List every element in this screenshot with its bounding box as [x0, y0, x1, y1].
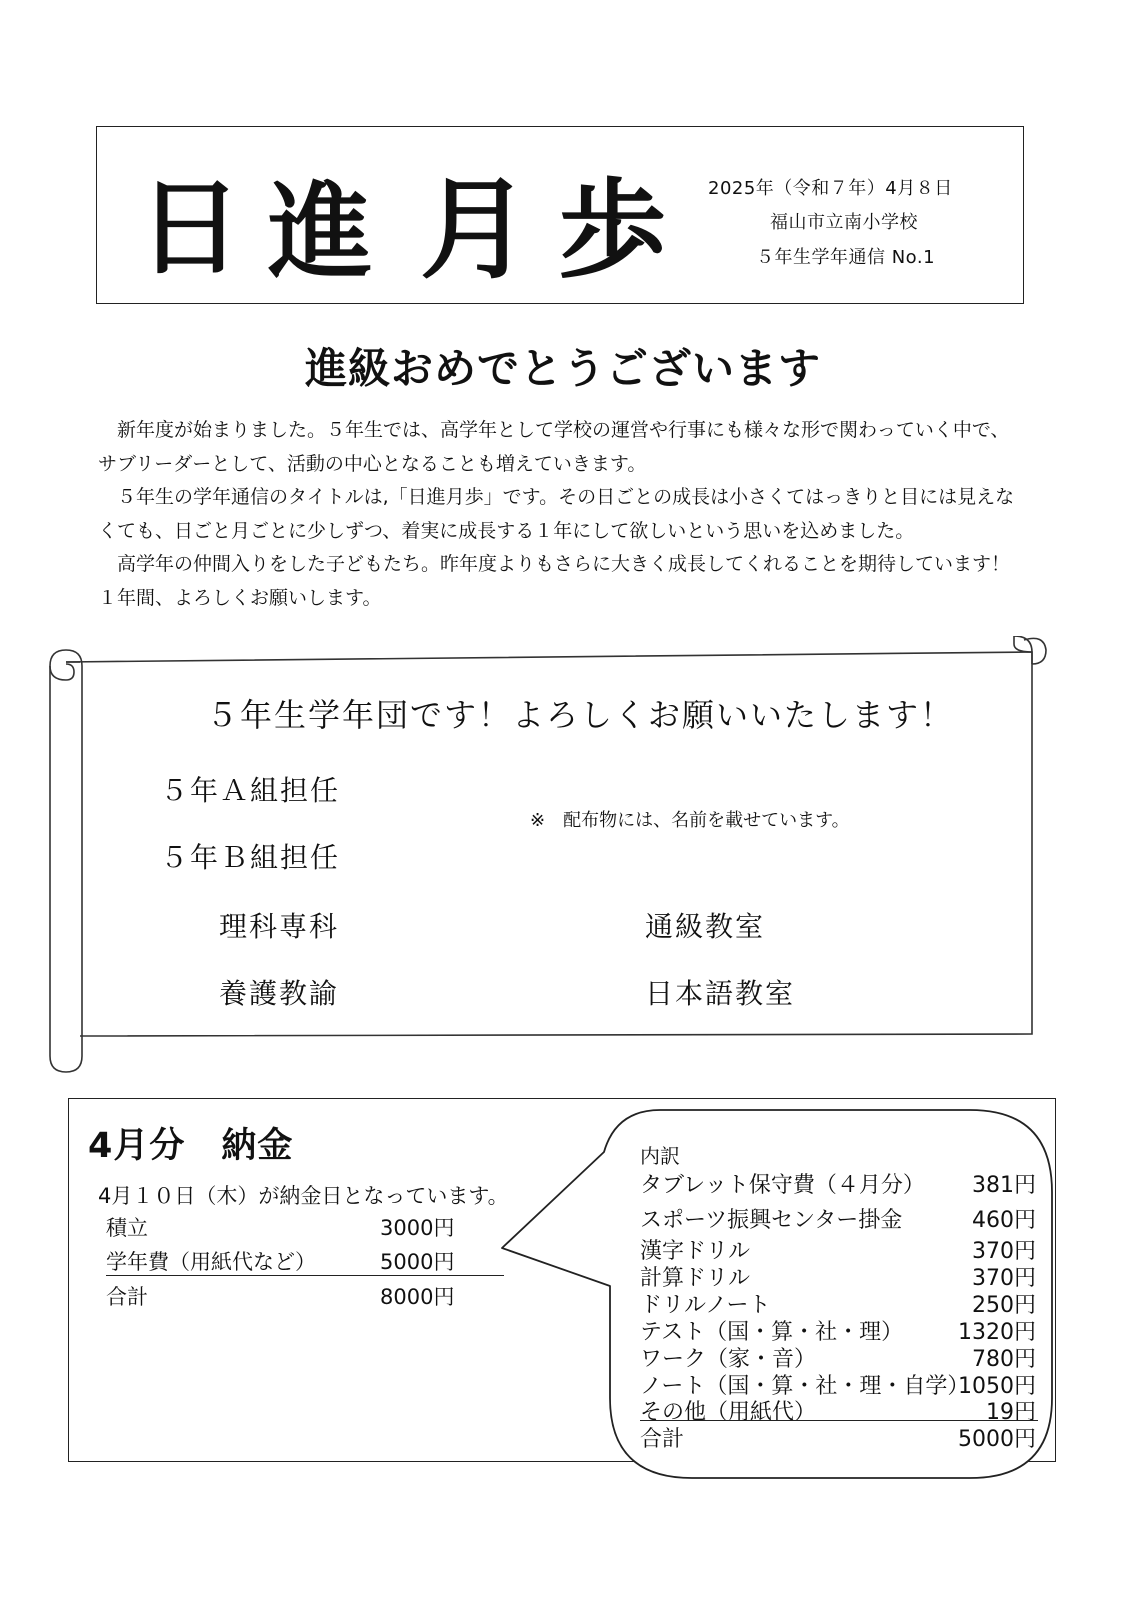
- breakdown-amount: 381円: [972, 1173, 1036, 1198]
- breakdown-amount: 370円: [972, 1239, 1036, 1264]
- breakdown-row: [640, 1168, 1036, 1198]
- title-char-2: 進: [268, 170, 373, 290]
- breakdown-row: [640, 1234, 1036, 1264]
- payment-label: 積立: [106, 1216, 148, 1240]
- breakdown-label: テスト（国・算・社・理）: [640, 1320, 904, 1345]
- breakdown-caption: 内訳: [640, 1144, 680, 1168]
- breakdown-amount: 460円: [972, 1208, 1036, 1233]
- breakdown-label: ドリルノート: [640, 1293, 771, 1318]
- breakdown-label: 漢字ドリル: [640, 1239, 751, 1264]
- breakdown-amount: 250円: [972, 1293, 1036, 1318]
- breakdown-row: [640, 1261, 1036, 1291]
- payment-amount: 5000円: [380, 1250, 455, 1274]
- role-science-teacher: 理科専科: [219, 910, 340, 943]
- intro-paragraph-1: 新年度が始まりました。５年生では、高学年として学校の運営や行事にも様々な形で関わっていく中で、サブリーダーとして、活動の中心となることも増えていきます。: [98, 419, 1010, 475]
- role-class-b-teacher: ５年Ｂ組担任: [160, 841, 341, 874]
- title-char-3: 月: [420, 165, 530, 290]
- breakdown-label: タブレット保守費（４月分）: [640, 1173, 925, 1198]
- role-class-a-teacher: ５年Ａ組担任: [160, 774, 341, 807]
- payment-divider: [106, 1275, 504, 1276]
- issue-date: 2025年（令和７年）4月８日: [708, 178, 953, 199]
- title-char-4: 歩: [558, 168, 667, 290]
- breakdown-row: [640, 1369, 1036, 1399]
- page-title: 進級おめでとうございます: [304, 344, 821, 393]
- breakdown-amount: 780円: [972, 1347, 1036, 1372]
- breakdown-row: [640, 1203, 1036, 1233]
- breakdown-total-amount: 5000円: [958, 1427, 1036, 1452]
- payment-row: [106, 1212, 500, 1242]
- role-japanese-class: 日本語教室: [645, 977, 796, 1010]
- breakdown-amount: 1320円: [958, 1320, 1036, 1345]
- payment-label: 合計: [106, 1285, 148, 1309]
- school-name: 福山市立南小学校: [770, 212, 918, 233]
- payment-label: 学年費（用紙代など）: [106, 1250, 316, 1274]
- payment-total-row: [106, 1281, 500, 1311]
- title-char-1: 日: [138, 166, 243, 289]
- breakdown-label: ノート（国・算・社・理・自学）: [640, 1374, 970, 1399]
- breakdown-label: スポーツ振興センター掛金: [640, 1208, 903, 1233]
- title-brush-logo: [138, 160, 678, 290]
- breakdown-row: [640, 1288, 1036, 1318]
- intro-paragraph-3: 高学年の仲間入りをした子どもたち。昨年度よりもさらに大きく成長してくれることを期待しています！１年間、よろしくお願いします。: [98, 553, 1011, 609]
- breakdown-label: ワーク（家・音）: [640, 1347, 817, 1372]
- payment-due-date: 4月１０日（木）が納金日となっています。: [98, 1184, 509, 1208]
- payment-row: [106, 1246, 500, 1276]
- breakdown-row: [640, 1395, 1036, 1425]
- intro-text: [98, 414, 1028, 615]
- breakdown-amount: 19円: [986, 1400, 1036, 1425]
- breakdown-label: 計算ドリル: [640, 1266, 751, 1291]
- staff-note: ※ 配布物には、名前を載せています。: [530, 810, 850, 831]
- payment-title: 4月分 納金: [88, 1126, 294, 1166]
- breakdown-amount: 370円: [972, 1266, 1036, 1291]
- issue-number: ５年生学年通信 No.1: [756, 247, 936, 268]
- breakdown-amount: 1050円: [958, 1374, 1036, 1399]
- role-resource-room: 通級教室: [645, 910, 766, 943]
- staff-section-heading: ５年生学年団です！よろしくお願いいたします！: [205, 696, 954, 734]
- breakdown-label: その他（用紙代）: [640, 1400, 817, 1425]
- breakdown-total-row: [640, 1422, 1036, 1452]
- breakdown-total-label: 合計: [640, 1427, 685, 1452]
- intro-paragraph-2: ５年生の学年通信のタイトルは,「日進月歩」です。その日ごとの成長は小さくてはっきりと目には見えなくても、日ごと月ごとに少しずつ、着実に成長する１年にして欲しいという思いを込めました。: [98, 486, 1015, 542]
- breakdown-row: [640, 1315, 1036, 1345]
- breakdown-divider: [640, 1420, 1038, 1421]
- payment-amount: 3000円: [380, 1216, 455, 1240]
- role-school-nurse: 養護教諭: [219, 977, 340, 1010]
- payment-amount: 8000円: [380, 1285, 455, 1309]
- breakdown-row: [640, 1342, 1036, 1372]
